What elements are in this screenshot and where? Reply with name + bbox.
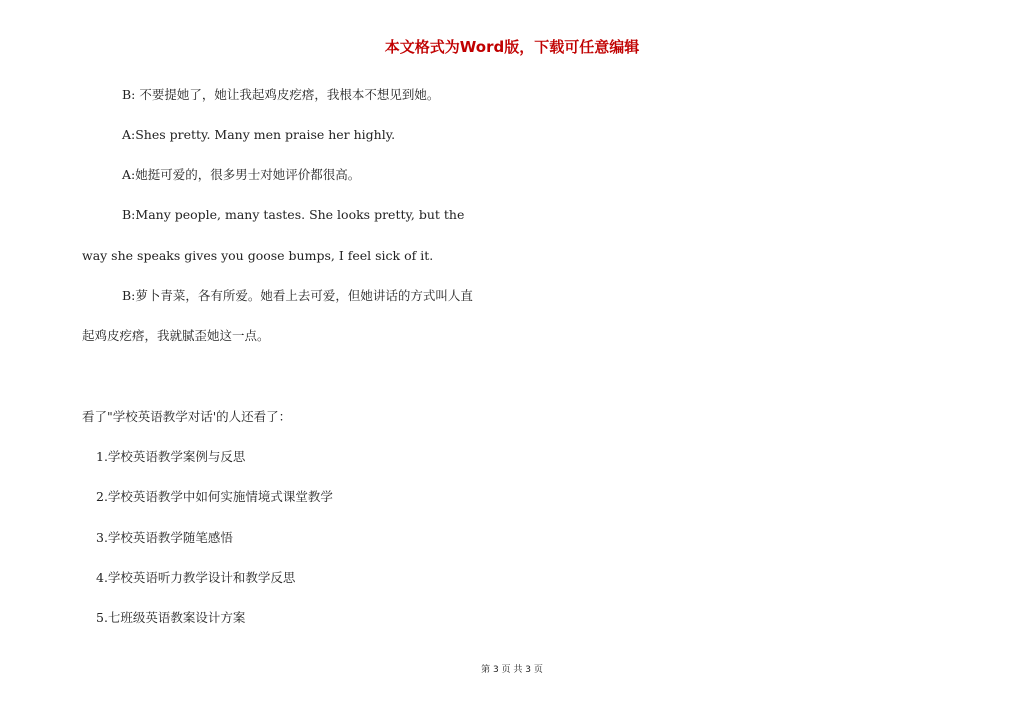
dialogue-line-5: way she speaks gives you goose bumps, I feel sick of it. — [82, 248, 434, 263]
related-link-1[interactable]: 1.学校英语教学案例与反思 — [96, 449, 246, 464]
related-link-4[interactable]: 4.学校英语听力教学设计和教学反思 — [96, 570, 296, 585]
dialogue-line-4: B:Many people, many tastes. She looks pretty, but the — [122, 207, 465, 222]
dialogue-line-2: A:Shes pretty. Many men praise her highly. — [122, 127, 396, 142]
related-link-3[interactable]: 3.学校英语教学随笔感悟 — [96, 530, 233, 545]
related-link-5[interactable]: 5.七班级英语教案设计方案 — [96, 610, 246, 625]
related-link-2[interactable]: 2.学校英语教学中如何实施情境式课堂教学 — [96, 489, 333, 504]
dialogue-line-7: 起鸡皮疙瘩，我就腻歪她这一点。 — [82, 328, 270, 343]
dialogue-line-6: B:萝卜青菜，各有所爱。她看上去可爱，但她讲话的方式叫人直 — [122, 288, 473, 303]
page-number: 第 3 页 共 3 页 — [481, 665, 543, 675]
dialogue-line-1: B: 不要提她了，她让我起鸡皮疙瘩，我根本不想见到她。 — [122, 87, 440, 102]
document-banner: 本文格式为Word版，下载可任意编辑 — [384, 38, 640, 56]
dialogue-line-3: A:她挺可爱的，很多男士对她评价都很高。 — [122, 167, 361, 182]
related-heading: 看了"学校英语教学对话'的人还看了： — [82, 409, 292, 424]
